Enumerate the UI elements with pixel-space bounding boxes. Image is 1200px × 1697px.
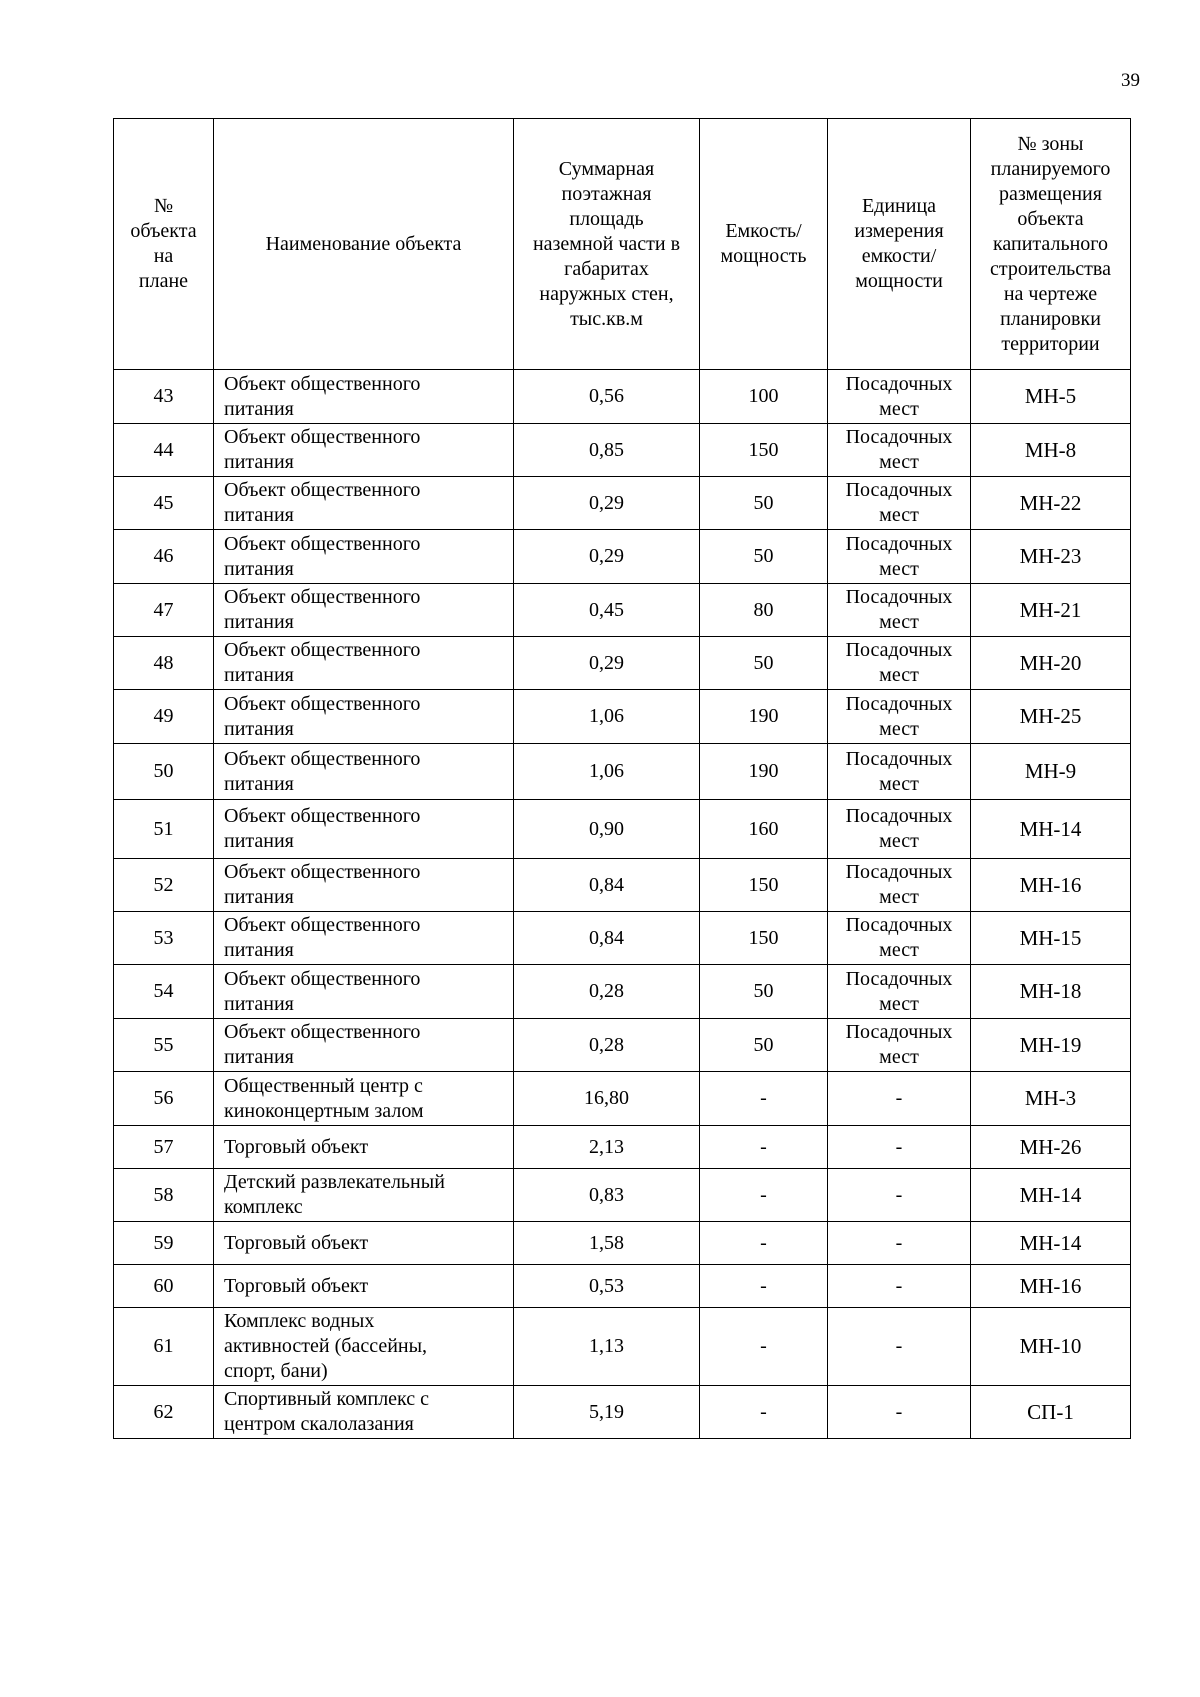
- text-line: мощности: [855, 270, 943, 292]
- text-line: питания: [224, 611, 294, 633]
- text-line: мощность: [720, 245, 807, 267]
- text-line: Единица: [861, 195, 937, 217]
- table-row: [114, 530, 1131, 584]
- cell-name: [214, 1222, 514, 1265]
- cell-area: 16,80: [514, 1072, 700, 1126]
- text-line: -: [895, 1135, 903, 1158]
- cell-number: 45: [114, 477, 214, 530]
- text-line: Посадочных: [845, 532, 953, 555]
- text-line: Объект общественного: [224, 479, 421, 501]
- table-row: [114, 1386, 1131, 1439]
- text-line: №: [153, 195, 174, 217]
- cell-unit: [828, 800, 971, 859]
- cell-capacity: 150: [700, 912, 828, 965]
- cell-unit: [828, 1265, 971, 1308]
- text-line: на: [153, 245, 174, 267]
- text-line: Объект общественного: [224, 747, 421, 770]
- text-line: Посадочных: [845, 639, 953, 661]
- cell-zone: МН-22: [971, 477, 1131, 530]
- cell-unit: [828, 1169, 971, 1222]
- text-line: мест: [879, 830, 919, 852]
- table-header: [114, 119, 1131, 370]
- cell-zone: МН-16: [971, 859, 1131, 912]
- table-row: [114, 744, 1131, 800]
- cell-name: [214, 584, 514, 637]
- cell-capacity: 50: [700, 637, 828, 690]
- cell-name: [214, 1126, 514, 1169]
- cell-area: 1,06: [514, 744, 700, 800]
- text-line: Объект общественного: [224, 586, 421, 608]
- cell-zone: МН-26: [971, 1126, 1131, 1169]
- text-line: планировки: [1000, 307, 1101, 330]
- cell-name: [214, 530, 514, 584]
- cell-zone: МН-14: [971, 1222, 1131, 1265]
- text-line: -: [895, 1231, 903, 1254]
- cell-number: 43: [114, 370, 214, 424]
- cell-number: 59: [114, 1222, 214, 1265]
- text-line: площадь: [569, 207, 644, 230]
- text-line: мест: [879, 557, 919, 580]
- cell-zone: МН-18: [971, 965, 1131, 1019]
- text-line: Объект общественного: [224, 532, 421, 555]
- text-line: Комплекс водных: [224, 1310, 375, 1332]
- cell-area: 0,29: [514, 530, 700, 584]
- text-line: Детский развлекательный: [224, 1171, 445, 1193]
- table-row: [114, 1072, 1131, 1126]
- text-line: комплекс: [224, 1196, 303, 1218]
- text-line: спорт, бани): [224, 1360, 328, 1382]
- cell-number: 51: [114, 800, 214, 859]
- text-line: Посадочных: [845, 586, 953, 608]
- table-row: [114, 912, 1131, 965]
- header-capacity: [700, 119, 828, 370]
- page-number: 39: [1121, 70, 1140, 91]
- cell-name: [214, 1169, 514, 1222]
- table-row: [114, 1222, 1131, 1265]
- text-line: мест: [879, 886, 919, 908]
- text-line: Посадочных: [845, 692, 953, 715]
- header-number: [114, 119, 214, 370]
- cell-zone: МН-23: [971, 530, 1131, 584]
- cell-capacity: -: [700, 1386, 828, 1439]
- text-line: питания: [224, 664, 294, 686]
- cell-unit: [828, 637, 971, 690]
- cell-unit: [828, 1308, 971, 1386]
- text-line: -: [895, 1400, 903, 1423]
- cell-area: 2,13: [514, 1126, 700, 1169]
- text-line: мест: [879, 664, 919, 686]
- cell-capacity: 50: [700, 965, 828, 1019]
- cell-number: 52: [114, 859, 214, 912]
- cell-unit: [828, 584, 971, 637]
- cell-area: 0,28: [514, 1019, 700, 1072]
- text-line: мест: [879, 611, 919, 633]
- text-line: Посадочных: [845, 372, 953, 395]
- text-line: мест: [879, 717, 919, 740]
- header-unit: [828, 119, 971, 370]
- cell-name: [214, 1308, 514, 1386]
- text-line: объекта: [130, 220, 197, 242]
- cell-capacity: -: [700, 1265, 828, 1308]
- text-line: -: [895, 1087, 903, 1109]
- text-line: № зоны: [1017, 132, 1084, 155]
- cell-unit: [828, 1386, 971, 1439]
- cell-area: 0,84: [514, 912, 700, 965]
- cell-zone: МН-14: [971, 800, 1131, 859]
- text-line: питания: [224, 504, 294, 526]
- text-line: мест: [879, 992, 919, 1015]
- text-line: Объект общественного: [224, 692, 421, 715]
- text-line: питания: [224, 939, 294, 961]
- cell-number: 53: [114, 912, 214, 965]
- cell-area: 0,29: [514, 477, 700, 530]
- cell-name: [214, 637, 514, 690]
- cell-capacity: 50: [700, 530, 828, 584]
- table-row: [114, 1019, 1131, 1072]
- text-line: Объект общественного: [224, 805, 421, 827]
- text-line: Посадочных: [845, 747, 953, 770]
- cell-unit: [828, 370, 971, 424]
- text-line: строительства: [990, 257, 1111, 280]
- cell-number: 57: [114, 1126, 214, 1169]
- table-row: [114, 584, 1131, 637]
- objects-table: [113, 118, 1131, 1439]
- text-line: тыс.кв.м: [570, 307, 643, 330]
- cell-area: 1,06: [514, 690, 700, 744]
- text-line: Объект общественного: [224, 426, 421, 448]
- cell-zone: МН-3: [971, 1072, 1131, 1126]
- cell-zone: МН-8: [971, 424, 1131, 477]
- header-area: [514, 119, 700, 370]
- text-line: мест: [879, 504, 919, 526]
- text-line: -: [895, 1274, 903, 1297]
- cell-area: 0,90: [514, 800, 700, 859]
- cell-unit: [828, 530, 971, 584]
- cell-number: 48: [114, 637, 214, 690]
- text-line: объекта: [1017, 207, 1084, 230]
- cell-zone: МН-16: [971, 1265, 1131, 1308]
- table-row: [114, 965, 1131, 1019]
- cell-number: 54: [114, 965, 214, 1019]
- text-line: Общественный центр с: [224, 1074, 423, 1097]
- cell-zone: МН-10: [971, 1308, 1131, 1386]
- text-line: на чертеже: [1003, 282, 1098, 305]
- text-line: Спортивный комплекс с: [224, 1388, 430, 1410]
- text-line: киноконцертным залом: [224, 1099, 424, 1122]
- text-line: Объект общественного: [224, 967, 421, 990]
- table-row: [114, 690, 1131, 744]
- cell-name: [214, 859, 514, 912]
- text-line: территории: [1001, 332, 1100, 355]
- cell-name: [214, 1386, 514, 1439]
- text-line: мест: [879, 397, 919, 420]
- cell-name: [214, 744, 514, 800]
- text-line: габаритах: [564, 257, 649, 280]
- text-line: питания: [224, 1046, 294, 1068]
- text-line: -: [895, 1335, 903, 1357]
- cell-area: 0,28: [514, 965, 700, 1019]
- cell-capacity: 190: [700, 690, 828, 744]
- text-line: мест: [879, 939, 919, 961]
- table-row: [114, 800, 1131, 859]
- header-row: [114, 119, 1131, 370]
- cell-zone: МН-25: [971, 690, 1131, 744]
- cell-name: [214, 1265, 514, 1308]
- cell-number: 50: [114, 744, 214, 800]
- text-line: планируемого: [990, 157, 1111, 180]
- table-row: [114, 370, 1131, 424]
- text-line: Объект общественного: [224, 372, 421, 395]
- text-line: активностей (бассейны,: [224, 1335, 428, 1357]
- cell-zone: СП-1: [971, 1386, 1131, 1439]
- text-line: питания: [224, 830, 294, 852]
- cell-number: 60: [114, 1265, 214, 1308]
- text-line: Объект общественного: [224, 861, 421, 883]
- cell-zone: МН-14: [971, 1169, 1131, 1222]
- cell-capacity: 150: [700, 859, 828, 912]
- cell-unit: [828, 1072, 971, 1126]
- cell-name: [214, 1019, 514, 1072]
- text-line: мест: [879, 1046, 919, 1068]
- text-line: наружных стен,: [539, 282, 674, 305]
- cell-name: [214, 370, 514, 424]
- text-line: питания: [224, 397, 294, 420]
- text-line: питания: [224, 772, 294, 795]
- cell-number: 44: [114, 424, 214, 477]
- cell-area: 0,84: [514, 859, 700, 912]
- cell-capacity: 190: [700, 744, 828, 800]
- text-line: измерения: [854, 220, 944, 242]
- table-row: [114, 424, 1131, 477]
- cell-number: 49: [114, 690, 214, 744]
- text-line: Посадочных: [845, 914, 953, 936]
- cell-zone: МН-21: [971, 584, 1131, 637]
- text-line: Объект общественного: [224, 1021, 421, 1043]
- cell-name: [214, 965, 514, 1019]
- text-line: Посадочных: [845, 1021, 953, 1043]
- text-line: питания: [224, 557, 294, 580]
- cell-unit: [828, 477, 971, 530]
- cell-unit: [828, 965, 971, 1019]
- text-line: Объект общественного: [224, 914, 421, 936]
- cell-name: [214, 424, 514, 477]
- text-line: питания: [224, 886, 294, 908]
- header-name: [214, 119, 514, 370]
- text-line: поэтажная: [561, 182, 652, 205]
- header-zone: [971, 119, 1131, 370]
- cell-area: 1,13: [514, 1308, 700, 1386]
- cell-number: 46: [114, 530, 214, 584]
- cell-capacity: 50: [700, 477, 828, 530]
- text-line: -: [895, 1183, 903, 1206]
- cell-number: 58: [114, 1169, 214, 1222]
- cell-capacity: -: [700, 1222, 828, 1265]
- cell-unit: [828, 424, 971, 477]
- cell-capacity: -: [700, 1072, 828, 1126]
- table-row: [114, 477, 1131, 530]
- cell-unit: [828, 1126, 971, 1169]
- cell-capacity: 160: [700, 800, 828, 859]
- cell-zone: МН-5: [971, 370, 1131, 424]
- text-line: Торговый объект: [224, 1135, 369, 1158]
- text-line: капитального: [993, 232, 1108, 255]
- cell-area: 0,83: [514, 1169, 700, 1222]
- cell-unit: [828, 859, 971, 912]
- text-line: Посадочных: [845, 967, 953, 990]
- cell-unit: [828, 1019, 971, 1072]
- cell-capacity: 100: [700, 370, 828, 424]
- cell-name: [214, 690, 514, 744]
- text-line: центром скалолазания: [224, 1413, 414, 1435]
- cell-zone: МН-19: [971, 1019, 1131, 1072]
- text-line: мест: [879, 451, 919, 473]
- cell-name: [214, 800, 514, 859]
- text-line: Объект общественного: [224, 639, 421, 661]
- text-line: питания: [224, 717, 294, 740]
- cell-name: [214, 477, 514, 530]
- cell-zone: МН-20: [971, 637, 1131, 690]
- cell-name: [214, 912, 514, 965]
- cell-unit: [828, 744, 971, 800]
- cell-capacity: -: [700, 1308, 828, 1386]
- cell-area: 0,85: [514, 424, 700, 477]
- text-line: питания: [224, 992, 294, 1015]
- cell-capacity: -: [700, 1169, 828, 1222]
- table-row: [114, 1126, 1131, 1169]
- cell-area: 1,58: [514, 1222, 700, 1265]
- text-line: Посадочных: [845, 479, 953, 501]
- text-line: Наименование объекта: [265, 232, 462, 255]
- text-line: емкости/: [861, 245, 937, 267]
- table-row: [114, 1308, 1131, 1386]
- table-row: [114, 859, 1131, 912]
- text-line: Посадочных: [845, 805, 953, 827]
- table-row: [114, 1169, 1131, 1222]
- cell-area: 0,53: [514, 1265, 700, 1308]
- cell-area: 0,45: [514, 584, 700, 637]
- cell-capacity: 50: [700, 1019, 828, 1072]
- cell-area: 0,29: [514, 637, 700, 690]
- text-line: Посадочных: [845, 426, 953, 448]
- cell-number: 61: [114, 1308, 214, 1386]
- cell-unit: [828, 690, 971, 744]
- cell-number: 55: [114, 1019, 214, 1072]
- cell-number: 56: [114, 1072, 214, 1126]
- text-line: Емкость/: [725, 220, 802, 242]
- cell-zone: МН-15: [971, 912, 1131, 965]
- table-row: [114, 637, 1131, 690]
- text-line: Торговый объект: [224, 1231, 369, 1254]
- cell-area: 0,56: [514, 370, 700, 424]
- text-line: размещения: [999, 182, 1102, 205]
- text-line: наземной части в: [532, 232, 681, 255]
- cell-unit: [828, 912, 971, 965]
- cell-capacity: 80: [700, 584, 828, 637]
- cell-zone: МН-9: [971, 744, 1131, 800]
- cell-unit: [828, 1222, 971, 1265]
- cell-area: 5,19: [514, 1386, 700, 1439]
- cell-number: 47: [114, 584, 214, 637]
- cell-capacity: -: [700, 1126, 828, 1169]
- text-line: Торговый объект: [224, 1274, 369, 1297]
- cell-name: [214, 1072, 514, 1126]
- text-line: плане: [138, 270, 189, 292]
- table-body: [114, 370, 1131, 1439]
- text-line: мест: [879, 772, 919, 795]
- cell-capacity: 150: [700, 424, 828, 477]
- table-row: [114, 1265, 1131, 1308]
- text-line: питания: [224, 451, 294, 473]
- text-line: Посадочных: [845, 861, 953, 883]
- text-line: Суммарная: [558, 157, 655, 180]
- cell-number: 62: [114, 1386, 214, 1439]
